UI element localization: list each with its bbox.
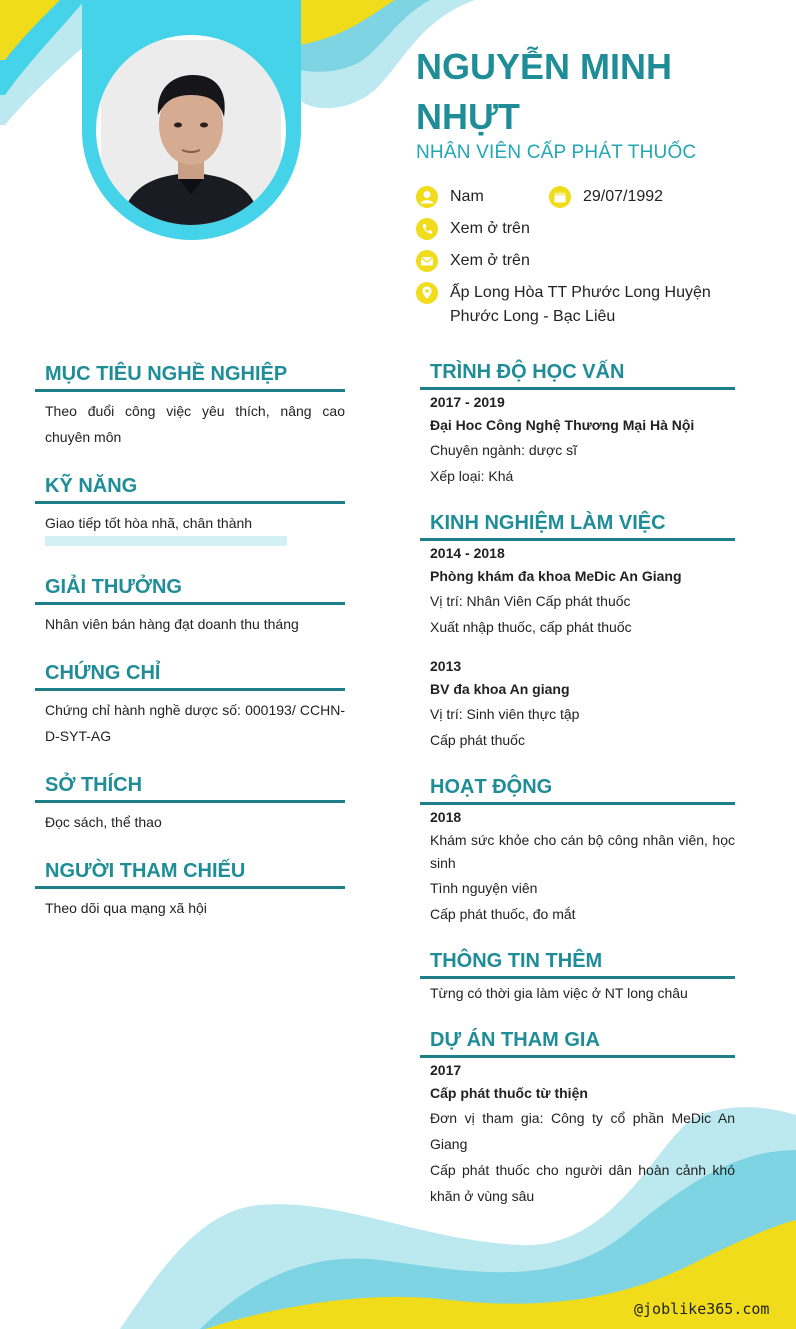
skills-rule — [35, 501, 345, 504]
objective-title: MỤC TIÊU NGHỀ NGHIỆP — [45, 363, 288, 385]
certificates-title: CHỨNG CHỈ — [45, 662, 161, 684]
email-icon — [416, 250, 438, 272]
activities-line: Khám sức khỏe cho cán bộ công nhân viên, học sinh — [430, 832, 735, 871]
objective-text: Theo đuổi công việc yêu thích, nâng cao chuyên môn — [45, 403, 345, 445]
awards-title: GIẢI THƯỞNG — [45, 576, 182, 598]
project-desc: Cấp phát thuốc cho người dân hoàn cảnh khó khăn ở vùng sâu — [430, 1162, 735, 1204]
experience-position: Vị trí: Nhân Viên Cấp phát thuốc — [430, 593, 631, 609]
gender-value: Nam — [450, 188, 484, 205]
footer-watermark: @joblike365.com — [634, 1300, 770, 1318]
activities-line: Cấp phát thuốc, đo mắt — [430, 906, 576, 922]
hobbies-text: Đọc sách, thể thao — [45, 814, 162, 830]
skill-item: Giao tiếp tốt hòa nhã, chân thành — [45, 515, 253, 531]
extra-info-rule — [420, 976, 735, 979]
address-value: Ấp Long Hòa TT Phước Long Huyện Phước Long - Bạc Liêu — [450, 284, 711, 325]
certificates-rule — [35, 688, 345, 691]
project-name: Cấp phát thuốc từ thiện — [430, 1085, 588, 1101]
projects-title: DỰ ÁN THAM GIA — [430, 1029, 600, 1051]
activities-line: Tình nguyện viên — [430, 880, 538, 896]
job-title: NHÂN VIÊN CẤP PHÁT THUỐC — [416, 142, 697, 163]
experience-position: Vị trí: Sinh viên thực tập — [430, 706, 580, 722]
phone-icon — [416, 218, 438, 240]
hobbies-rule — [35, 800, 345, 803]
project-year: 2017 — [430, 1062, 462, 1078]
activities-year: 2018 — [430, 809, 462, 825]
activities-title: HOẠT ĐỘNG — [430, 776, 553, 798]
experience-company: Phòng khám đa khoa MeDic An Giang — [430, 568, 682, 584]
experience-desc: Xuất nhập thuốc, cấp phát thuốc — [430, 619, 632, 635]
candidate-name — [416, 42, 756, 142]
certificates-text: Chứng chỉ hành nghề dược số: 000193/ CCHN-D-SYT-AG — [45, 702, 345, 744]
awards-text: Nhân viên bán hàng đạt doanh thu tháng — [45, 616, 299, 632]
awards-rule — [35, 602, 345, 605]
experience-desc: Cấp phát thuốc — [430, 732, 525, 748]
experience-period: 2013 — [430, 658, 462, 674]
education-grade: Xếp loại: Khá — [430, 468, 514, 484]
email-value: Xem ở trên — [450, 252, 530, 269]
experience-title: KINH NGHIỆM LÀM VIỆC — [430, 512, 666, 534]
avatar — [96, 35, 286, 225]
education-period: 2017 - 2019 — [430, 394, 505, 410]
location-icon — [416, 282, 438, 304]
extra-info-title: THÔNG TIN THÊM — [430, 950, 603, 972]
phone-value: Xem ở trên — [450, 220, 530, 237]
education-major: Chuyên ngành: dược sĩ — [430, 442, 577, 458]
experience-period: 2014 - 2018 — [430, 545, 505, 561]
skill-level-bar — [45, 536, 287, 546]
project-org: Đơn vị tham gia: Công ty cổ phần MeDic An Giang — [430, 1110, 735, 1152]
extra-info-text: Từng có thời gia làm việc ở NT long châu — [430, 985, 688, 1001]
birthday-value: 29/07/1992 — [583, 188, 664, 205]
experience-company: BV đa khoa An giang — [430, 681, 570, 697]
references-title: NGƯỜI THAM CHIẾU — [45, 860, 246, 882]
references-rule — [35, 886, 345, 889]
objective-rule — [35, 389, 345, 392]
education-title: TRÌNH ĐỘ HỌC VẤN — [430, 361, 625, 383]
calendar-icon — [549, 186, 571, 208]
name-line-1: NGUYỄN MINH — [416, 46, 673, 87]
references-text: Theo dõi qua mạng xã hội — [45, 900, 207, 916]
skills-title: KỸ NĂNG — [45, 475, 138, 497]
education-school: Đại Hoc Công Nghệ Thương Mại Hà Nội — [430, 417, 695, 433]
hobbies-title: SỞ THÍCH — [45, 774, 143, 796]
user-icon — [416, 186, 438, 208]
name-line-2: NHỰT — [416, 96, 520, 137]
